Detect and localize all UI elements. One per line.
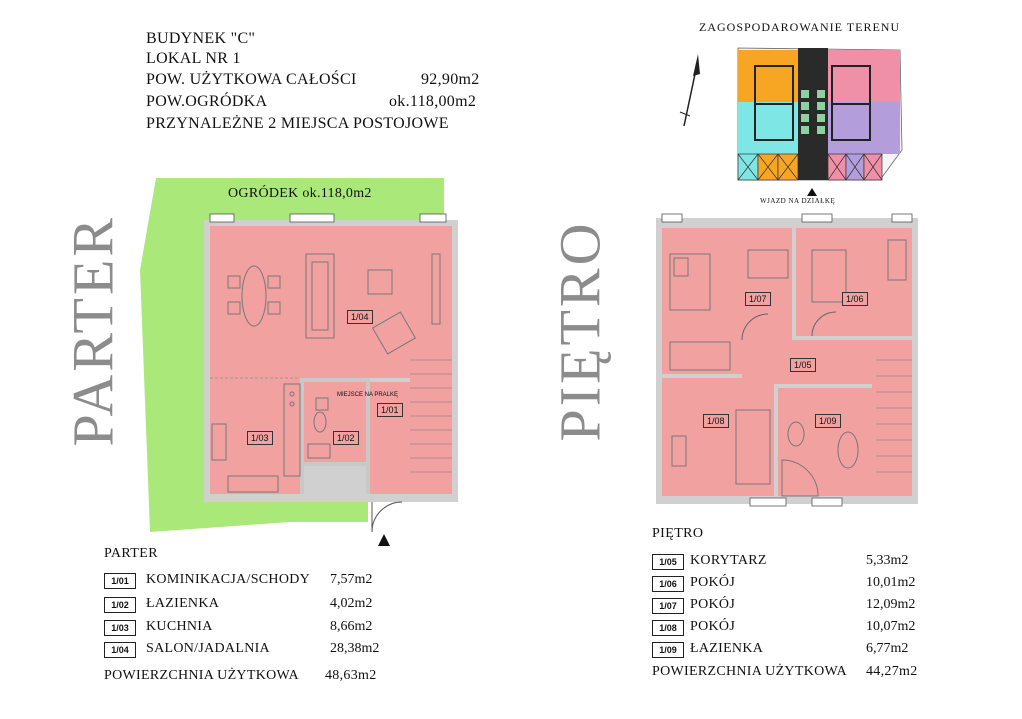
pietro-vertical-title: PIĘTRO	[547, 220, 613, 442]
room-code-badge: 1/02	[104, 597, 136, 613]
room-name: ŁAZIENKA	[146, 596, 220, 611]
site-unit-pink	[828, 50, 900, 102]
site-plan-title: ZAGOSPODAROWANIE TERENU	[699, 20, 901, 34]
room-1-06	[796, 228, 912, 336]
total-area-label: POW. UŻYTKOWA CAŁOŚCI	[146, 71, 357, 88]
room-label-1-05: 1/05	[790, 358, 816, 372]
room-name: KUCHNIA	[146, 619, 213, 634]
site-plan-map	[660, 40, 920, 210]
site-unit-purple	[828, 102, 900, 154]
total-area-value: 92,90m2	[421, 71, 480, 88]
room-label-1-09: 1/09	[815, 414, 841, 428]
pietro-table-heading: PIĘTRO	[652, 526, 704, 541]
room-1-08	[662, 378, 774, 496]
room-name: KOMINIKACJA/SCHODY	[146, 572, 311, 587]
room-name: SALON/JADALNIA	[146, 641, 270, 656]
room-code-badge: 1/08	[652, 620, 684, 636]
room-area: 8,66m2	[330, 619, 373, 634]
entrance-arrow-icon	[807, 188, 817, 196]
room-1-09	[778, 388, 872, 496]
room-name: POKÓJ	[690, 597, 736, 612]
room-name: POKÓJ	[690, 619, 736, 634]
room-code-badge: 1/05	[652, 554, 684, 570]
garden-caption: OGRÓDEK ok.118,0m2	[228, 186, 372, 201]
parter-total-label: POWIERZCHNIA UŻYTKOWA	[104, 668, 299, 683]
room-code-badge: 1/04	[104, 642, 136, 658]
laundry-note: MIEJSCE NA PRALKĘ	[337, 392, 399, 398]
room-code-badge: 1/03	[104, 620, 136, 636]
room-name: KORYTARZ	[690, 553, 767, 568]
building-name: BUDYNEK "C"	[146, 30, 256, 47]
parter-total-value: 48,63m2	[325, 668, 377, 683]
parter-vertical-title: PARTER	[60, 214, 126, 447]
pietro-total-value: 44,27m2	[866, 664, 918, 679]
room-code-badge: 1/06	[652, 576, 684, 592]
room-code-badge: 1/01	[104, 573, 136, 589]
room-label-1-02: 1/02	[333, 431, 359, 445]
room-area: 28,38m2	[330, 641, 380, 656]
north-arrow-icon	[680, 54, 700, 126]
ground-floor-plan	[140, 170, 470, 550]
site-unit-orange	[738, 50, 798, 102]
unit-number: LOKAL NR 1	[146, 50, 241, 67]
room-code-badge: 1/09	[652, 642, 684, 658]
room-code-badge: 1/07	[652, 598, 684, 614]
room-label-1-06: 1/06	[842, 292, 868, 306]
room-area: 12,09m2	[866, 597, 916, 612]
room-label-1-04: 1/04	[347, 310, 373, 324]
room-label-1-08: 1/08	[703, 414, 729, 428]
parter-table-heading: PARTER	[104, 546, 158, 561]
room-area: 5,33m2	[866, 553, 909, 568]
room-label-1-03: 1/03	[247, 431, 273, 445]
site-unit-cyan	[738, 102, 798, 154]
site-entrance-label: WJAZD NA DZIAŁKĘ	[760, 197, 836, 205]
upper-floor-plan	[652, 210, 924, 510]
garden-area-value: ok.118,00m2	[389, 93, 477, 110]
room-label-1-01: 1/01	[377, 403, 403, 417]
pietro-total-label: POWIERZCHNIA UŻYTKOWA	[652, 664, 847, 679]
room-name: POKÓJ	[690, 575, 736, 590]
room-area: 7,57m2	[330, 572, 373, 587]
room-label-1-07: 1/07	[745, 292, 771, 306]
room-area: 10,01m2	[866, 575, 916, 590]
parking-info: PRZYNALEŻNE 2 MIEJSCA POSTOJOWE	[146, 115, 449, 132]
garden-area-label: POW.OGRÓDKA	[146, 93, 268, 110]
room-area: 4,02m2	[330, 596, 373, 611]
room-name: ŁAZIENKA	[690, 641, 764, 656]
room-area: 6,77m2	[866, 641, 909, 656]
room-area: 10,07m2	[866, 619, 916, 634]
room-1-01	[370, 382, 410, 494]
entrance-arrow-icon	[378, 534, 390, 546]
